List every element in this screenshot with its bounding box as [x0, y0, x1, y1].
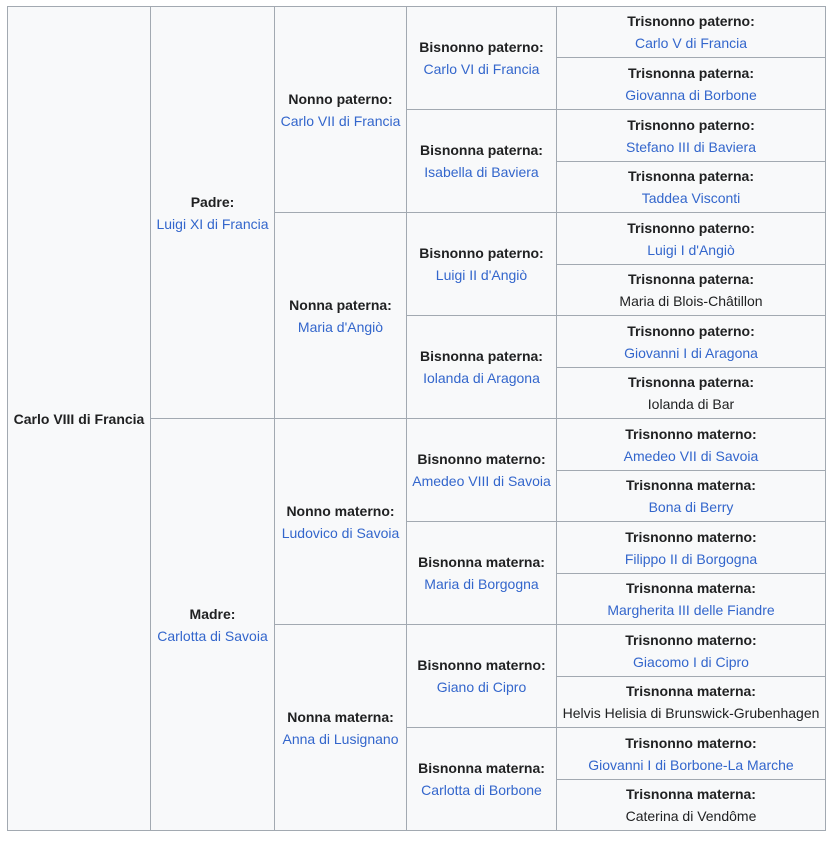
ancestor-role: Bisnonno materno:	[417, 451, 546, 467]
ancestor-role: Trisnonna paterna:	[627, 168, 755, 184]
ancestor-link[interactable]: Filippo II di Borgogna	[624, 550, 758, 567]
ancestor-role: Nonno materno:	[286, 502, 395, 519]
ancestor-cell-gen4	[557, 471, 826, 522]
ancestor-role: Bisnonna paterna:	[420, 142, 543, 158]
ancestor-cell-gen4	[557, 625, 826, 677]
ancestor-name: Iolanda di Bar	[647, 396, 735, 412]
ancestor-cell-gen2	[275, 419, 407, 625]
ancestor-role: Trisnonno materno:	[625, 734, 757, 751]
ancestor-role: Bisnonno paterno:	[419, 39, 544, 55]
ancestor-link[interactable]: Amedeo VII di Savoia	[623, 447, 759, 464]
ancestor-cell-gen1	[151, 7, 275, 419]
ancestor-role: Bisnonno paterno:	[419, 245, 544, 261]
subject-name: Carlo VIII di Francia	[13, 410, 145, 427]
ancestor-cell-gen1	[151, 419, 275, 831]
ancestor-role: Trisnonna paterna:	[627, 374, 755, 390]
ancestor-link[interactable]: Amedeo VIII di Savoia	[412, 473, 551, 489]
ancestor-link[interactable]: Stefano III di Baviera	[626, 138, 756, 155]
ancestor-name: Caterina di Vendôme	[625, 808, 757, 824]
ancestor-role: Bisnonna materna:	[418, 554, 545, 570]
ancestor-cell-gen3	[407, 213, 557, 316]
ancestor-link[interactable]: Luigi II d'Angiò	[435, 267, 528, 283]
ancestor-role: Padre:	[190, 193, 235, 210]
ancestor-cell-gen4	[557, 368, 826, 419]
ancestor-role: Trisnonno materno:	[625, 631, 757, 648]
ancestor-link[interactable]: Carlo V di Francia	[634, 35, 748, 51]
ancestor-cell-gen3	[407, 522, 557, 625]
ancestor-name: Maria di Blois-Châtillon	[619, 293, 763, 309]
ancestor-role: Bisnonna paterna:	[420, 348, 543, 364]
ancestor-role: Trisnonna materna:	[626, 786, 756, 802]
ancestor-role: Trisnonno paterno:	[627, 116, 755, 133]
ancestor-role: Trisnonna materna:	[626, 580, 756, 596]
ancestor-cell-gen4	[557, 316, 826, 368]
ancestor-cell-gen2	[275, 7, 407, 213]
ancestor-role: Trisnonno materno:	[625, 528, 757, 545]
table-row	[8, 7, 826, 58]
ancestor-role: Trisnonno paterno:	[627, 13, 755, 29]
ancestor-link[interactable]: Carlo VII di Francia	[280, 112, 401, 129]
ancestor-cell-gen4	[557, 58, 826, 110]
ancestor-link[interactable]: Carlotta di Savoia	[157, 627, 268, 644]
ancestor-cell-gen4	[557, 110, 826, 162]
ancestor-link[interactable]: Isabella di Baviera	[424, 164, 539, 180]
ancestor-link[interactable]: Anna di Lusignano	[282, 730, 399, 747]
ancestor-role: Trisnonna materna:	[626, 683, 756, 699]
ancestor-role: Trisnonno paterno:	[627, 219, 755, 236]
ancestor-link[interactable]: Maria di Borgogna	[424, 576, 539, 592]
ancestor-cell-gen4	[557, 7, 826, 58]
ancestor-cell-gen4	[557, 419, 826, 471]
ancestor-cell-gen3	[407, 728, 557, 831]
ancestor-role: Madre:	[189, 605, 236, 622]
ancestor-role: Trisnonna materna:	[626, 477, 756, 493]
ancestor-cell-gen2	[275, 213, 407, 419]
ancestor-link[interactable]: Giovanna di Borbone	[625, 86, 757, 103]
ancestor-link[interactable]: Bona di Berry	[648, 499, 734, 515]
ancestor-role: Nonno paterno:	[288, 90, 393, 107]
ancestor-role: Bisnonno materno:	[417, 657, 546, 673]
subject-cell	[8, 7, 151, 831]
ancestor-cell-gen2	[275, 625, 407, 831]
ancestor-link[interactable]: Ludovico di Savoia	[281, 524, 400, 541]
ancestor-link[interactable]: Luigi I d'Angiò	[647, 241, 735, 258]
ancestor-link[interactable]: Iolanda di Aragona	[423, 370, 540, 386]
ancestor-role: Trisnonna paterna:	[627, 271, 755, 287]
ancestor-cell-gen3	[407, 110, 557, 213]
ancestor-link[interactable]: Margherita III delle Fiandre	[607, 602, 775, 618]
ancestor-cell-gen4	[557, 162, 826, 213]
ancestor-link[interactable]: Giovanni I di Aragona	[624, 344, 758, 361]
ancestor-role: Nonna materna:	[287, 708, 394, 725]
ancestor-link[interactable]: Giacomo I di Cipro	[633, 653, 749, 670]
ancestor-cell-gen3	[407, 316, 557, 419]
ancestor-cell-gen4	[557, 213, 826, 265]
ancestor-cell-gen4	[557, 574, 826, 625]
ancestor-link[interactable]: Carlo VI di Francia	[423, 61, 540, 77]
ancestor-role: Trisnonno paterno:	[627, 322, 755, 339]
ancestor-cell-gen3	[407, 625, 557, 728]
ancestor-cell-gen3	[407, 419, 557, 522]
ancestor-cell-gen3	[407, 7, 557, 110]
ancestor-link[interactable]: Taddea Visconti	[641, 190, 741, 206]
ancestor-role: Nonna paterna:	[289, 296, 392, 313]
genealogy-table	[7, 6, 826, 831]
ancestor-link[interactable]: Giovanni I di Borbone-La Marche	[588, 756, 794, 773]
ancestor-link[interactable]: Giano di Cipro	[436, 679, 527, 695]
ancestor-role: Bisnonna materna:	[418, 760, 545, 776]
ancestor-cell-gen4	[557, 780, 826, 831]
ancestor-cell-gen4	[557, 677, 826, 728]
ancestor-link[interactable]: Luigi XI di Francia	[156, 215, 269, 232]
ancestor-link[interactable]: Maria d'Angiò	[297, 318, 384, 335]
ancestor-name: Helvis Helisia di Brunswick-Grubenhagen	[562, 705, 820, 721]
ancestor-cell-gen4	[557, 265, 826, 316]
ancestor-link[interactable]: Carlotta di Borbone	[421, 782, 542, 798]
ancestor-role: Trisnonna paterna:	[627, 64, 755, 81]
ancestor-cell-gen4	[557, 728, 826, 780]
ancestor-cell-gen4	[557, 522, 826, 574]
ancestor-role: Trisnonno materno:	[625, 425, 757, 442]
